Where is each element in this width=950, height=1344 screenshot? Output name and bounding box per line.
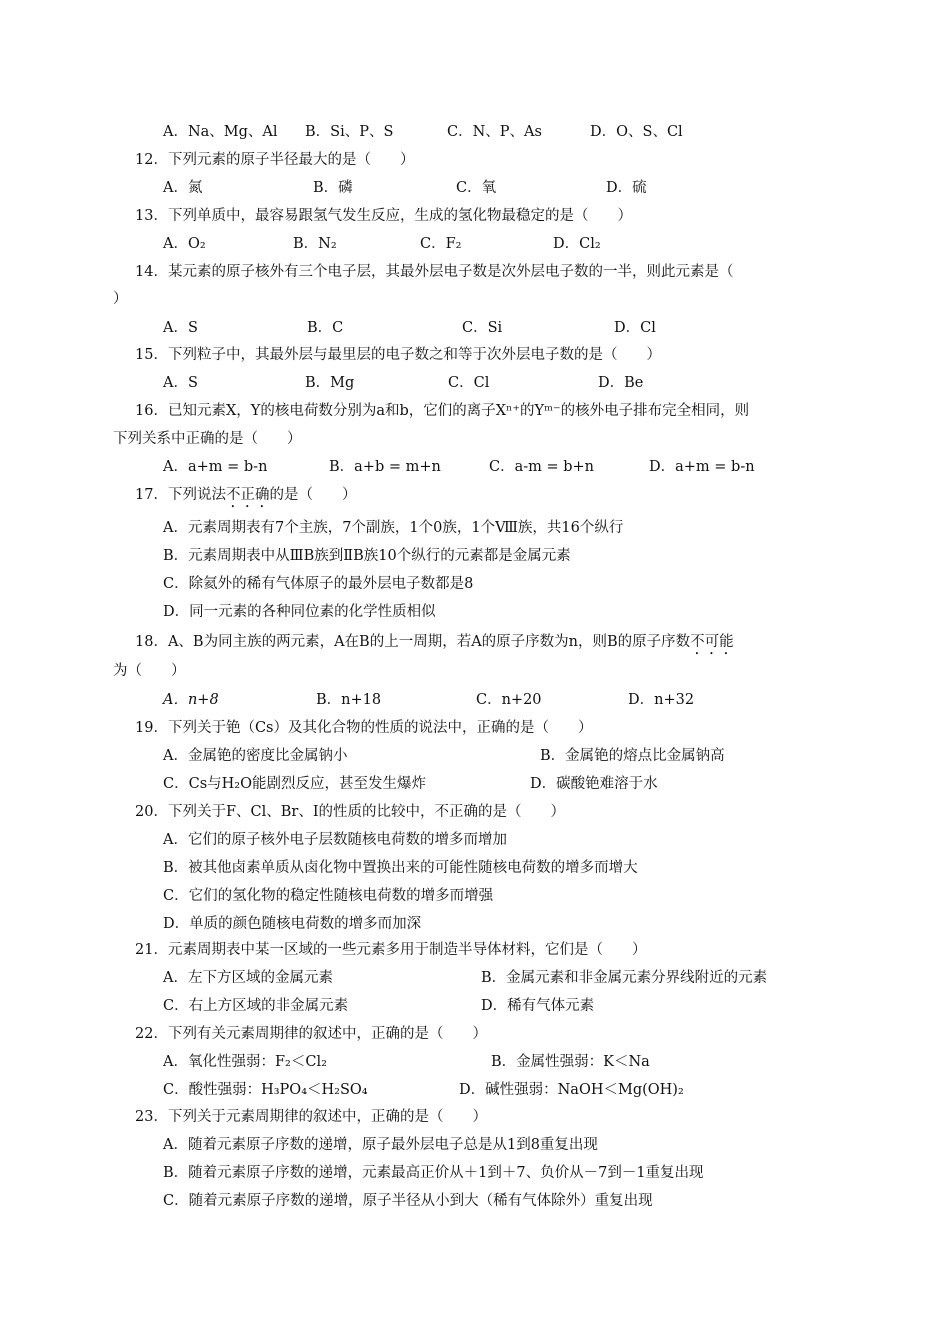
q14-option-d: D．Cl bbox=[614, 320, 656, 336]
q19-option-d: D．碳酸铯难溶于水 bbox=[530, 776, 658, 792]
q22-option-d: D．碱性强弱：NaOH＜Mg(OH)₂ bbox=[459, 1082, 684, 1098]
q16-option-c: C．a-m = b+n bbox=[489, 459, 595, 475]
q11-option-d: D．O、S、Cl bbox=[590, 124, 683, 140]
q18-stem bbox=[135, 632, 734, 658]
q12-stem: 12．下列元素的原子半径最大的是（ ） bbox=[135, 152, 415, 168]
q20-stem: 20．下列关于F、Cl、Br、I的性质的比较中，不正确的是（ ） bbox=[135, 804, 566, 820]
q20-option-b: B．被其他卤素单质从卤化物中置换出来的可能性随核电荷数的增多而增大 bbox=[163, 860, 638, 876]
q11-option-b: B．Si、P、S bbox=[305, 124, 394, 140]
q14-stem-continued: ） bbox=[113, 291, 128, 307]
q20-option-c: C．它们的氢化物的稳定性随核电荷数的增多而增强 bbox=[163, 888, 494, 904]
q22-stem: 22．下列有关元素周期律的叙述中，正确的是（ ） bbox=[135, 1026, 487, 1042]
q15-option-c: C．Cl bbox=[448, 375, 490, 391]
q13-option-a: A．O₂ bbox=[163, 236, 206, 252]
q18-option-c: C．n+20 bbox=[476, 692, 542, 708]
q12-option-a: A．氮 bbox=[163, 180, 203, 196]
q14-option-c: C．Si bbox=[462, 320, 503, 336]
q14-option-b: B．C bbox=[307, 320, 344, 336]
q22-option-a: A．氧化性强弱：F₂＜Cl₂ bbox=[163, 1054, 327, 1070]
q19-option-b: B．金属铯的熔点比金属钠高 bbox=[540, 748, 725, 764]
q18-stem-emphasis: 不可能 bbox=[690, 634, 734, 650]
q19-stem: 19．下列关于铯（Cs）及其化合物的性质的说法中，正确的是（ ） bbox=[135, 720, 593, 736]
q15-stem: 15．下列粒子中，其最外层与最里层的电子数之和等于次外层电子数的是（ ） bbox=[135, 347, 661, 363]
q21-option-a: A．左下方区域的金属元素 bbox=[163, 970, 333, 986]
q17-option-a: A．元素周期表有7个主族，7个副族，1个0族，1个Ⅷ族，共16个纵行 bbox=[163, 520, 624, 536]
q17-option-c: C．除氦外的稀有气体原子的最外层电子数都是8 bbox=[163, 576, 474, 592]
q16-option-b: B．a+b = m+n bbox=[329, 459, 441, 475]
q17-stem-emphasis: 不正确 bbox=[225, 487, 270, 503]
q17-option-b: B．元素周期表中从ⅢB族到ⅡB族10个纵行的元素都是金属元素 bbox=[163, 548, 571, 564]
q18-option-d: D．n+32 bbox=[628, 692, 695, 708]
q16-option-d: D．a+m = b-n bbox=[649, 459, 755, 475]
q18-stem-continued: 为（ ） bbox=[113, 663, 186, 679]
q23-option-b: B．随着元素原子序数的递增，元素最高正价从＋1到＋7、负价从－7到－1重复出现 bbox=[163, 1165, 704, 1181]
q19-option-a: A．金属铯的密度比金属钠小 bbox=[163, 748, 348, 764]
q21-option-d: D．稀有气体元素 bbox=[481, 998, 595, 1014]
q16-option-a: A．a+m = b-n bbox=[163, 459, 268, 475]
q15-option-b: B．Mg bbox=[305, 375, 355, 391]
q22-option-b: B．金属性强弱：K＜Na bbox=[491, 1054, 650, 1070]
q13-option-b: B．N₂ bbox=[293, 236, 337, 252]
q12-option-b: B．磷 bbox=[313, 180, 353, 196]
q15-option-d: D．Be bbox=[598, 375, 644, 391]
q15-option-a: A．S bbox=[163, 375, 198, 391]
q18-option-a: A．n+8 bbox=[163, 692, 219, 708]
q23-option-a: A．随着元素原子序数的递增，原子最外层电子总是从1到8重复出现 bbox=[163, 1137, 598, 1153]
q21-option-b: B．金属元素和非金属元素分界线附近的元素 bbox=[481, 970, 768, 986]
q16-stem-continued: 下列关系中正确的是（ ） bbox=[113, 431, 302, 447]
q11-option-a: A．Na、Mg、Al bbox=[163, 124, 278, 140]
q12-option-c: C．氧 bbox=[456, 180, 497, 196]
q13-stem: 13．下列单质中，最容易跟氢气发生反应，生成的氢化物最稳定的是（ ） bbox=[135, 208, 632, 224]
q20-option-d: D．单质的颜色随核电荷数的增多而加深 bbox=[163, 916, 422, 932]
q11-option-c: C．N、P、As bbox=[447, 124, 542, 140]
q12-option-d: D．硫 bbox=[606, 180, 647, 196]
q14-stem: 14．某元素的原子核外有三个电子层，其最外层电子数是次外层电子数的一半，则此元素是（ bbox=[135, 264, 734, 280]
q13-option-c: C．F₂ bbox=[420, 236, 462, 252]
q23-stem: 23．下列关于元素周期律的叙述中，正确的是（ ） bbox=[135, 1109, 487, 1125]
q17-stem bbox=[135, 485, 356, 511]
q20-option-a: A．它们的原子核外电子层数随核电荷数的增多而增加 bbox=[163, 832, 507, 848]
q17-stem-post: 的是（ ） bbox=[269, 487, 357, 503]
q23-option-c: C．随着元素原子序数的递增，原子半径从小到大（稀有气体除外）重复出现 bbox=[163, 1193, 653, 1209]
q19-option-c: C．Cs与H₂O能剧烈反应，甚至发生爆炸 bbox=[163, 776, 426, 792]
q21-stem: 21．元素周期表中某一区域的一些元素多用于制造半导体材料，它们是（ ） bbox=[135, 942, 647, 958]
q17-stem-pre: 17．下列说法 bbox=[135, 487, 226, 503]
q16-stem: 16．已知元素X，Y的核电荷数分别为a和b，它们的离子Xⁿ⁺的Yᵐ⁻的核外电子排布完全相同，则 bbox=[135, 403, 750, 419]
q14-option-a: A．S bbox=[163, 320, 198, 336]
q13-option-d: D．Cl₂ bbox=[553, 236, 601, 252]
q21-option-c: C．右上方区域的非金属元素 bbox=[163, 998, 349, 1014]
q17-option-d: D．同一元素的各种同位素的化学性质相似 bbox=[163, 604, 436, 620]
q18-option-b: B．n+18 bbox=[316, 692, 382, 708]
q22-option-c: C．酸性强弱：H₃PO₄＜H₂SO₄ bbox=[163, 1082, 368, 1098]
q18-stem-pre: 18．A、B为同主族的两元素，A在B的上一周期，若A的原子序数为n，则B的原子序数 bbox=[135, 634, 691, 650]
